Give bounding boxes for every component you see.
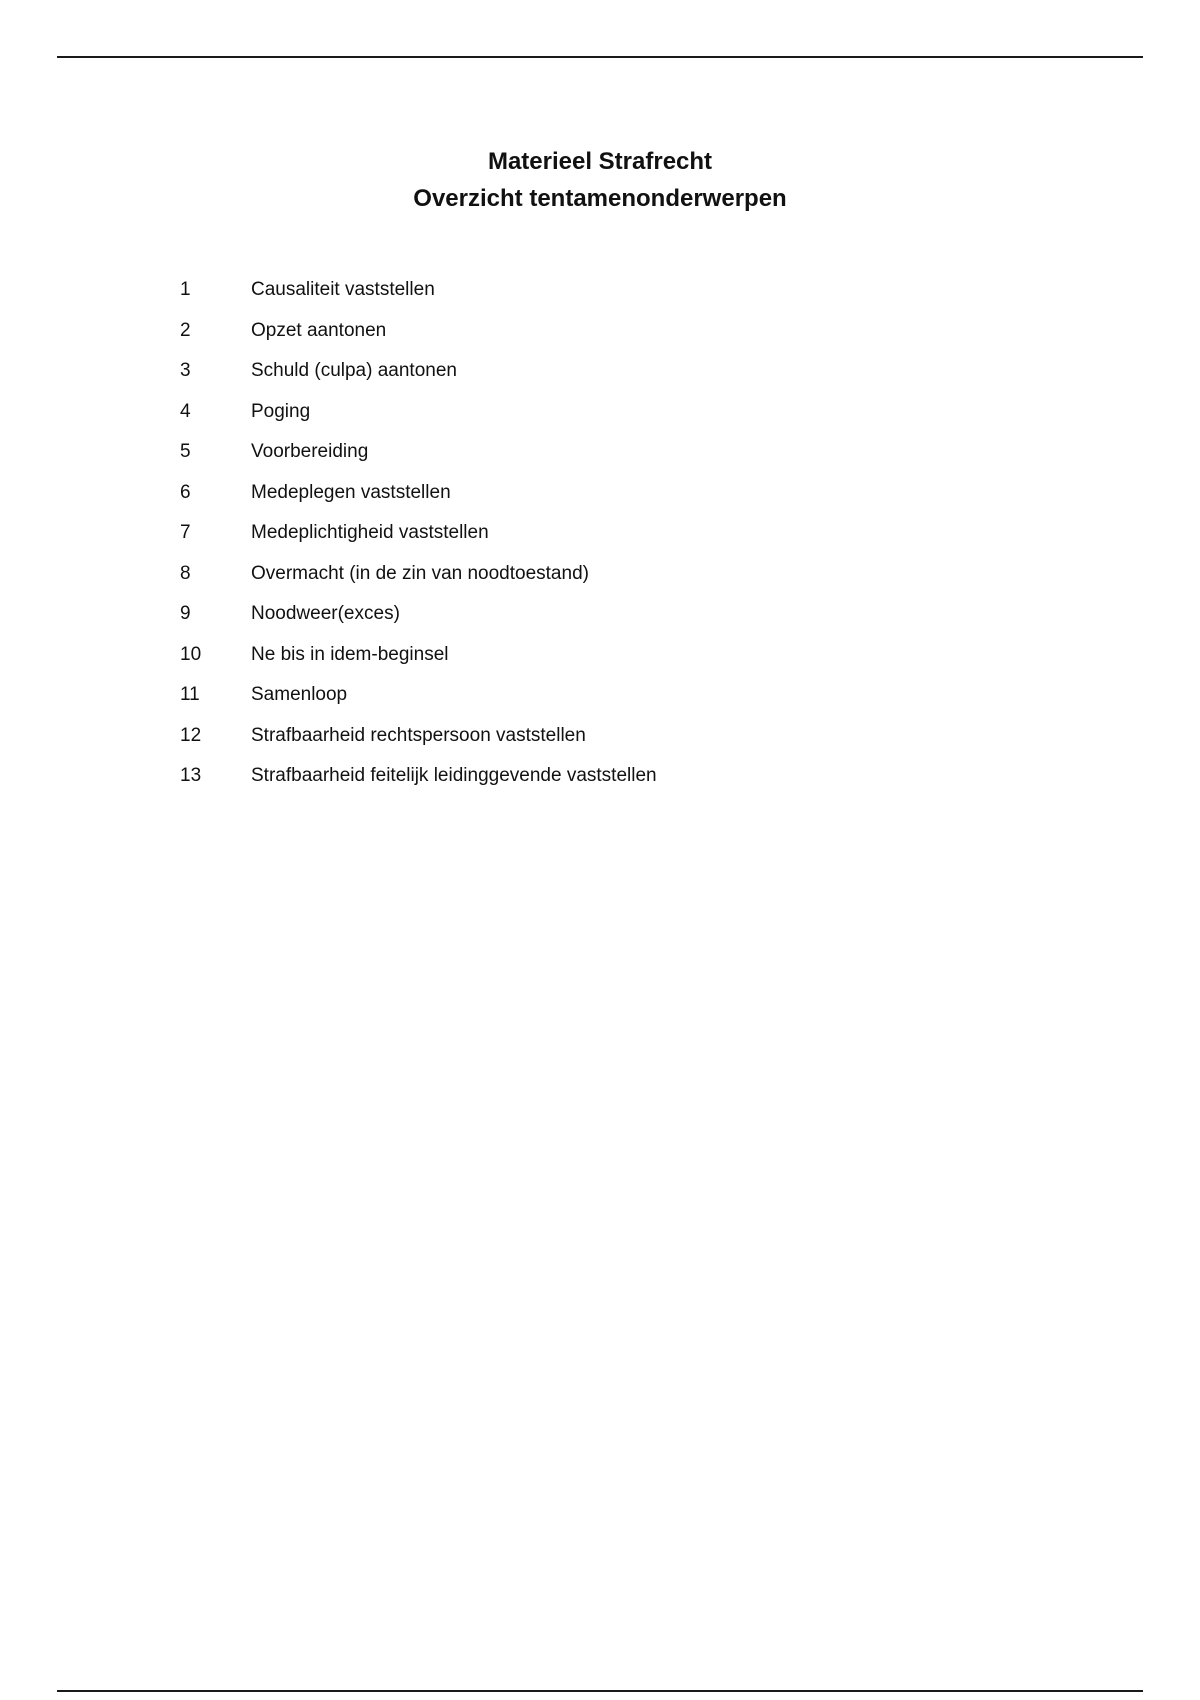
list-item [180,437,657,478]
topic-label: Schuld (culpa) aantonen [251,360,457,381]
topic-label: Strafbaarheid rechtspersoon vaststellen [251,724,586,746]
topic-number: 4 [180,400,191,422]
topic-list [180,275,657,802]
list-item [180,275,657,316]
list-item [180,316,657,357]
list-item [180,721,657,762]
list-item [180,518,657,559]
topic-number: 2 [180,319,191,341]
header-rule [57,56,1143,58]
list-item [180,680,657,721]
topic-number: 1 [180,279,191,300]
topic-label: Medeplichtigheid vaststellen [251,522,489,543]
topic-label: Medeplegen vaststellen [251,481,451,503]
list-item [180,356,657,397]
topic-label: Poging [251,400,311,422]
topic-number: 5 [180,441,191,462]
topic-number: 7 [180,522,191,543]
list-item [180,559,657,600]
topic-label: Overmacht (in de zin van noodtoestand) [251,562,589,584]
topic-label: Voorbereiding [251,441,369,462]
list-item [180,478,657,519]
topic-number: 8 [180,562,191,584]
title-block [0,143,1200,217]
list-item [180,599,657,640]
topic-label: Noodweer(exces) [251,603,400,624]
footer-rule [57,1690,1143,1692]
topic-number: 10 [180,643,202,665]
list-item [180,397,657,438]
topic-number: 13 [180,765,202,786]
topic-number: 3 [180,360,191,381]
list-item [180,640,657,681]
topic-label: Strafbaarheid feitelijk leidinggevende vaststellen [251,765,657,786]
document-subtitle: Overzicht tentamenonderwerpen [413,185,787,212]
topic-label: Ne bis in idem-beginsel [251,643,449,665]
topic-number: 6 [180,481,191,503]
topic-label: Opzet aantonen [251,319,387,341]
topic-number: 11 [180,684,200,705]
list-item [180,761,657,802]
topic-number: 9 [180,603,191,624]
document-title: Materieel Strafrecht [487,148,713,175]
topic-label: Samenloop [251,684,348,705]
topic-label: Causaliteit vaststellen [251,279,435,300]
topic-number: 12 [180,724,202,746]
